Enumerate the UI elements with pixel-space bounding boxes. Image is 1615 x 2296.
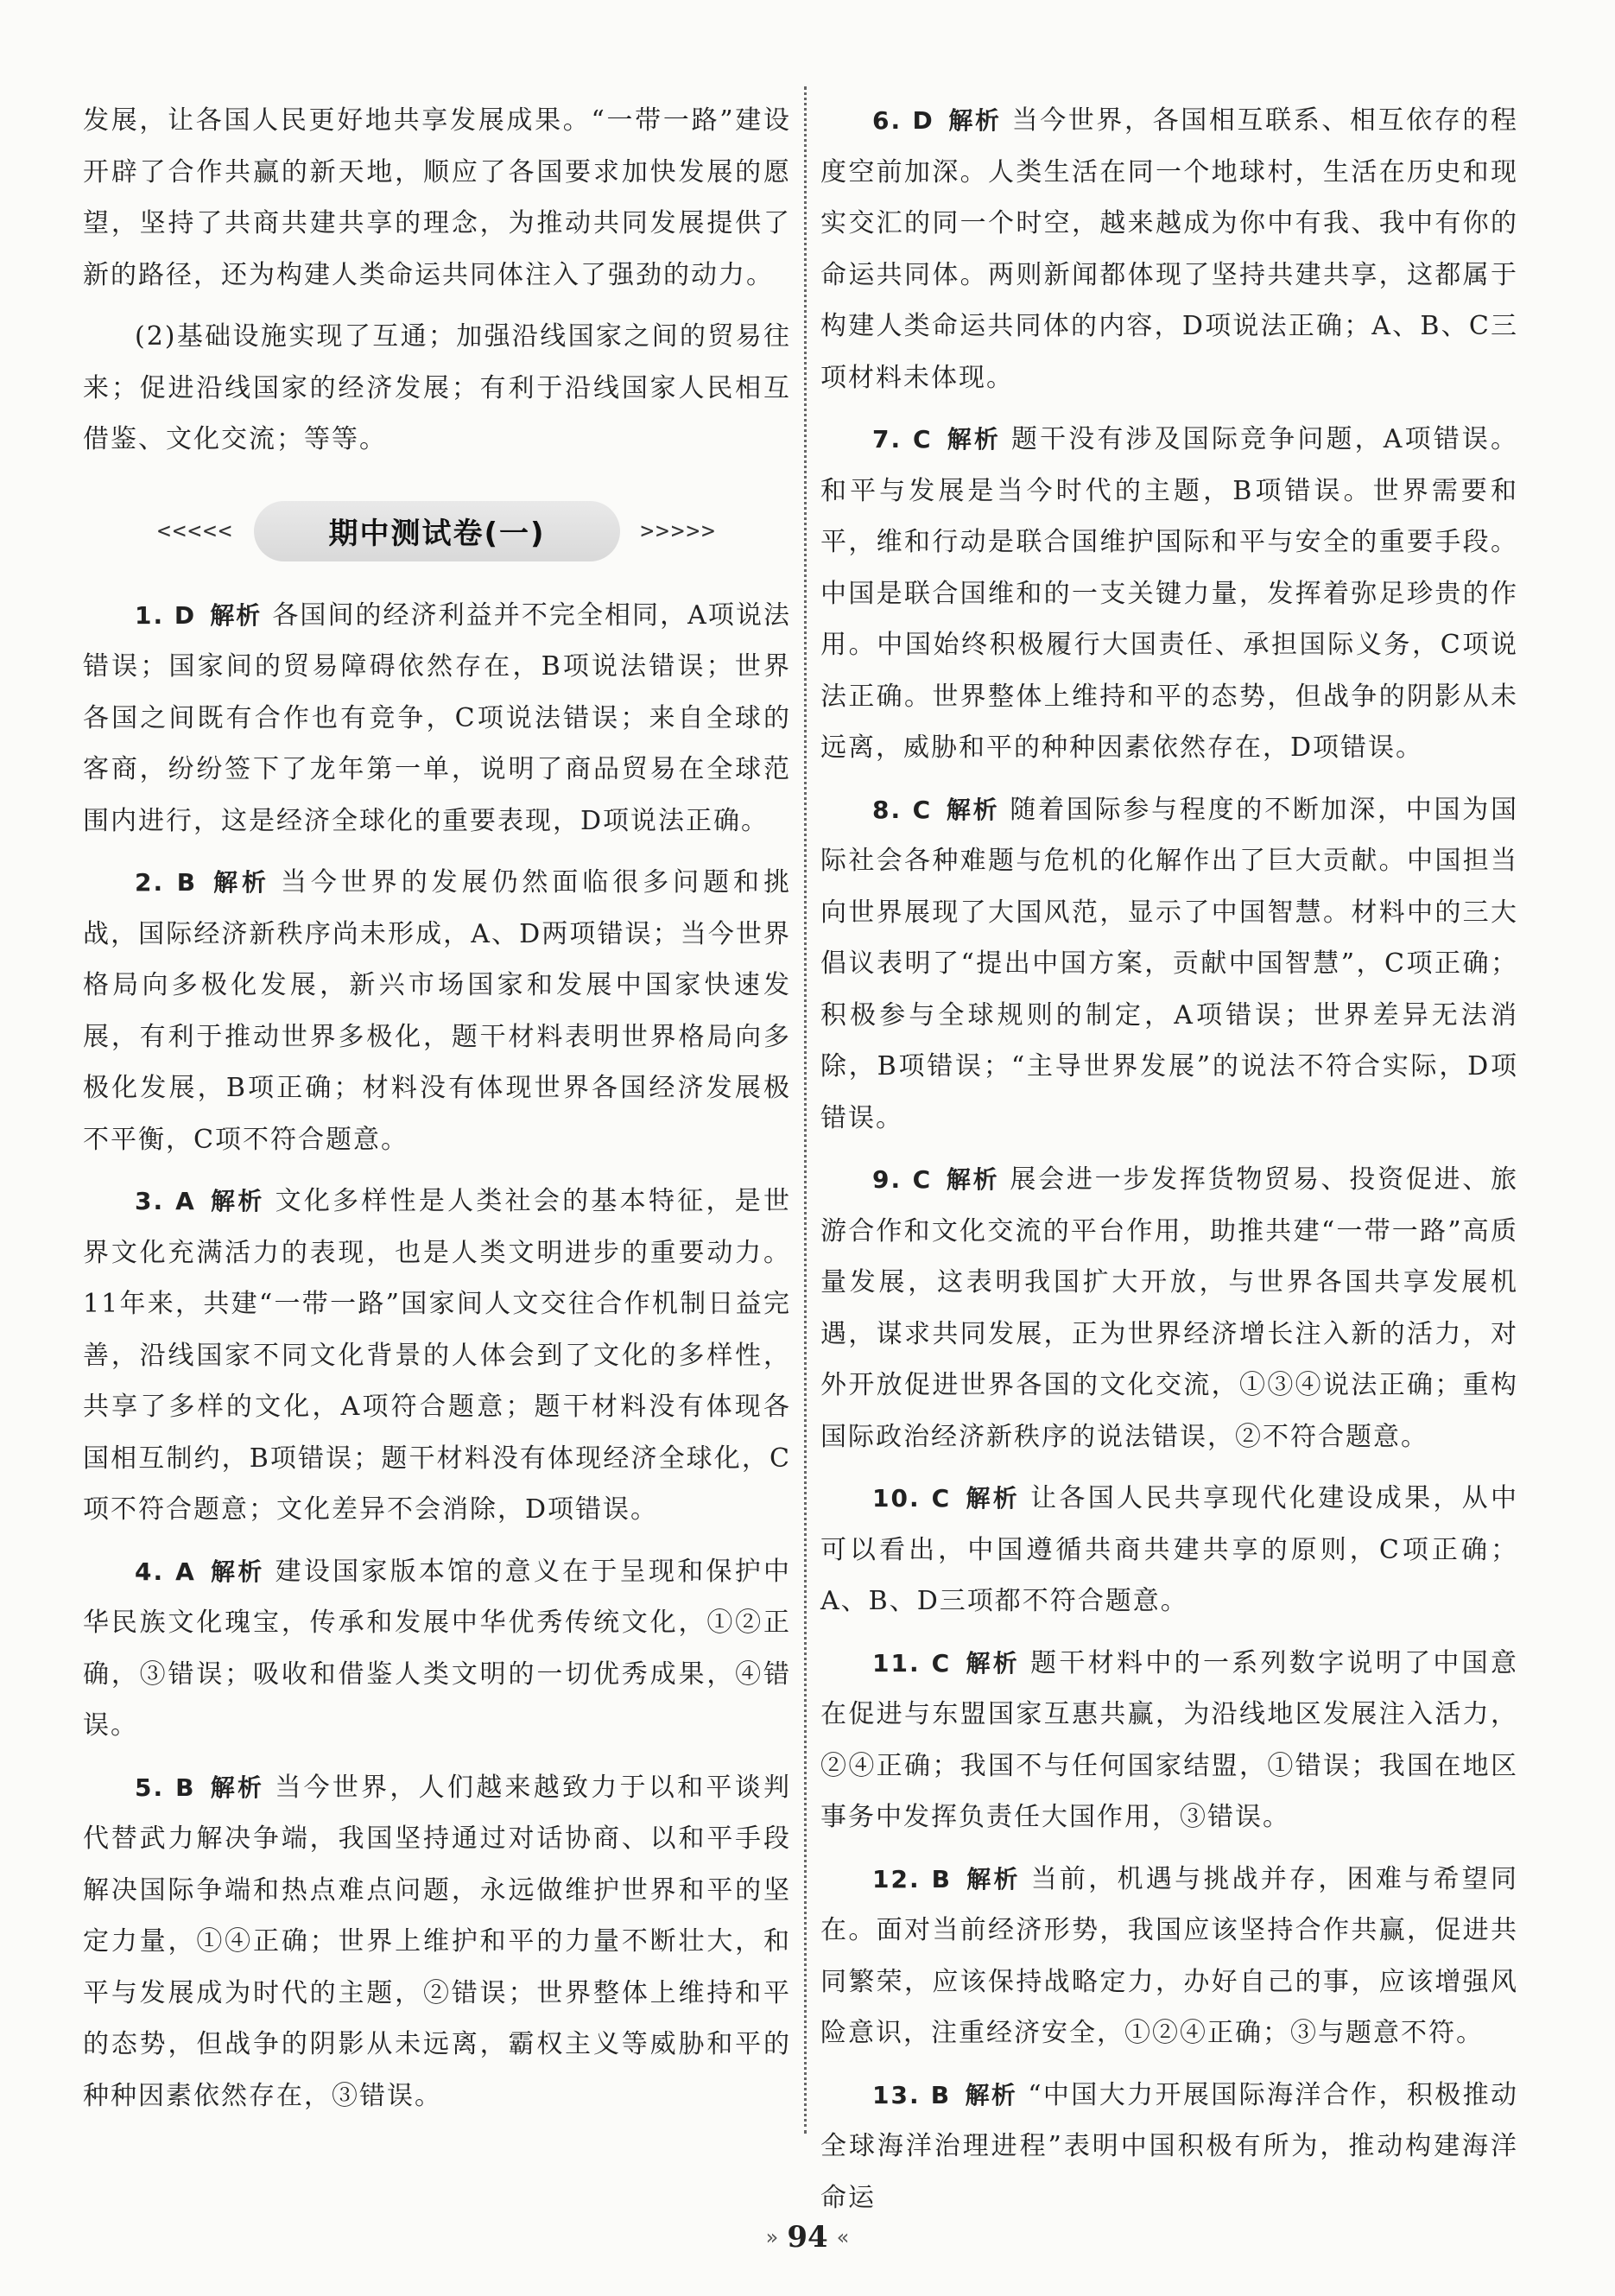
right-column (820, 95, 1518, 2223)
item-text: 展会进一步发挥货物贸易、投资促进、旅游合作和文化交流的平台作用，助推共建“一带一路”高质量发展，这表明我国扩大开放，与世界各国共享发展机遇，谋求共同发展，正为世界经济增长注入新的活力，对外开放促进世界各国的文化交流，①③④说法正确；重构国际政治经济新秩序的说法错误，②不符合题意。 (820, 1164, 1519, 1452)
item-number: 1. D (135, 600, 197, 630)
item-text: 当前，机遇与挑战并存，困难与希望同在。面对当前经济形势，我国应该坚持合作共赢，促进共同繁荣，应该保持战略定力，办好自己的事，应该增强风险意识，注重经济安全，①②④正确；③与题意不符。 (820, 1863, 1518, 2048)
chevrons-left: <<<<< (157, 517, 234, 544)
item-text: 当今世界，各国相互联系、相互依存的程度空前加深。人类生活在同一个地球村，生活在历史和现实交汇的同一个时空，越来越成为你中有我、我中有你的命运共同体。两则新闻都体现了坚持共建共享，这都属于构建人类命运共同体的内容，D项说法正确；A、B、C三项材料未体现。 (820, 105, 1519, 393)
item-text: 题干材料中的一系列数字说明了中国意在促进与东盟国家互惠共赢，为沿线地区发展注入活力，②④正确；我国不与任何国家结盟，①错误；我国在地区事务中发挥负责任大国作用，③错误。 (820, 1647, 1518, 1832)
answer-item-5 (83, 1762, 791, 2122)
double-chevron-right-icon: » (765, 2225, 779, 2249)
analysis-label: 解析 (209, 1773, 265, 1802)
analysis-label: 解析 (965, 1648, 1021, 1678)
item-text: 当今世界，人们越来越致力于以和平谈判代替武力解决争端，我国坚持通过对话协商、以和平手段解决国际争端和热点难点问题，永远做维护世界和平的坚定力量，①④正确；世界上维护和平的力量不断壮大，和平与发展成为时代的主题，②错误；世界整体上维持和平的态势，但战争的阴影从未远离，霸权主义等威胁和平的种种因素依然存在，③错误。 (83, 1772, 791, 2111)
item-number: 6. D (872, 106, 934, 135)
item-text: 建设国家版本馆的意义在于呈现和保护中华民族文化瑰宝，传承和发展中华优秀传统文化，①②正确，③错误；吸收和借鉴人类文明的一切优秀成果，④错误。 (83, 1556, 791, 1741)
page-number: 94 (787, 2220, 828, 2255)
double-chevron-left-icon: « (836, 2225, 850, 2249)
section-header (83, 495, 791, 568)
item-number: 10. C (872, 1484, 952, 1513)
answer-item-8 (820, 784, 1518, 1145)
analysis-label: 解析 (209, 1187, 265, 1215)
analysis-label: 解析 (211, 868, 270, 897)
answer-item-10 (820, 1473, 1518, 1627)
analysis-label: 解析 (965, 1864, 1021, 1893)
item-number: 11. C (872, 1648, 952, 1678)
analysis-label: 解析 (965, 2080, 1018, 2109)
answer-item-4 (83, 1546, 791, 1752)
section-title-pill (254, 501, 619, 561)
page-footer (0, 2220, 1615, 2255)
answer-item-11 (820, 1638, 1518, 1843)
answer-item-1 (83, 590, 791, 847)
intro-paragraph-1: 发展，让各国人民更好地共享发展成果。“一带一路”建设开辟了合作共赢的新天地，顺应了各国要求加快发展的愿望，坚持了共商共建共享的理念，为推动共同发展提供了新的路径，还为构建人类命运共同体注入了强劲的动力。 (83, 105, 791, 290)
analysis-label: 解析 (946, 1165, 1000, 1194)
item-number: 8. C (872, 795, 933, 824)
answer-item-3 (83, 1176, 791, 1536)
answer-item-9 (820, 1154, 1518, 1462)
item-number: 5. B (135, 1773, 196, 1802)
analysis-label: 解析 (946, 795, 1000, 824)
item-number: 4. A (135, 1557, 196, 1586)
answer-item-2 (83, 857, 791, 1165)
item-text: 各国间的经济利益并不完全相同，A项说法错误；国家间的贸易障碍依然存在，B项说法错误；世界各国之间既有合作也有竞争，C项说法错误；来自全球的客商，纷纷签下了龙年第一单，说明了商品贸易在全球范围内进行，这是经济全球化的重要表现，D项说法正确。 (83, 599, 791, 836)
analysis-label: 解析 (209, 1557, 265, 1586)
column-divider (804, 86, 807, 2134)
item-number: 3. A (135, 1187, 196, 1215)
item-number: 9. C (872, 1165, 933, 1194)
answer-item-13 (820, 2070, 1518, 2224)
left-column (83, 95, 791, 2122)
analysis-label: 解析 (210, 600, 263, 630)
intro-paragraph-2: (2)基础设施实现了互通；加强沿线国家之间的贸易往来；促进沿线国家的经济发展；有利于沿线国家人民相互借鉴、文化交流；等等。 (83, 321, 791, 454)
item-text: 随着国际参与程度的不断加深，中国为国际社会各种难题与危机的化解作出了巨大贡献。中国担当向世界展现了大国风范，显示了中国智慧。材料中的三大倡议表明了“提出中国方案，贡献中国智慧”，C项正确；积极参与全球规则的制定，A项错误；世界差异无法消除，B项错误；“主导世界发展”的说法不符合实际，D项错误。 (820, 794, 1519, 1133)
item-number: 2. B (135, 868, 198, 897)
item-number: 12. B (872, 1864, 952, 1893)
item-number: 7. C (872, 425, 933, 453)
item-text: 文化多样性是人类社会的基本特征，是世界文化充满活力的表现，也是人类文明进步的重要动力。11年来，共建“一带一路”国家间人文交往合作机制日益完善，沿线国家不同文化背景的人体会到了文化的多样性，共享了多样的文化，A项符合题意；题干材料没有体现各国相互制约，B项错误；题干材料没有体现经济全球化，C项不符合题意；文化差异不会消除，D项错误。 (83, 1186, 791, 1525)
item-number: 13. B (872, 2080, 952, 2109)
analysis-label: 解析 (947, 106, 1002, 135)
answer-item-12 (820, 1854, 1518, 2059)
item-text: 题干没有涉及国际竞争问题，A项错误。和平与发展是当今时代的主题，B项错误。世界需要和平，维和行动是联合国维护国际和平与安全的重要手段。中国是联合国维和的一支关键力量，发挥着弥足珍贵的作用。中国始终积极履行大国责任、承担国际义务，C项说法正确。世界整体上维持和平的态势，但战争的阴影从未远离，威胁和平的种种因素依然存在，D项错误。 (820, 424, 1518, 763)
answer-item-7 (820, 414, 1518, 774)
analysis-label: 解析 (965, 1484, 1021, 1513)
answer-item-6 (820, 95, 1518, 403)
item-text: “中国大力开展国际海洋合作，积极推动全球海洋治理进程”表明中国积极有所为，推动构建海洋命运 (820, 2079, 1518, 2213)
section-title: 期中测试卷(一) (328, 517, 546, 551)
item-text: 让各国人民共享现代化建设成果，从中可以看出，中国遵循共商共建共享的原则，C项正确；A、B、D三项都不符合题意。 (820, 1483, 1518, 1616)
item-text: 当今世界的发展仍然面临很多问题和挑战，国际经济新秩序尚未形成，A、D两项错误；当今世界格局向多极化发展，新兴市场国家和发展中国家快速发展，有利于推动世界多极化，题干材料表明世界格局向多极化发展，B项正确；材料没有体现世界各国经济发展极不平衡，C项不符合题意。 (83, 867, 791, 1155)
chevrons-right: >>>>> (640, 517, 717, 544)
analysis-label: 解析 (946, 425, 1001, 453)
